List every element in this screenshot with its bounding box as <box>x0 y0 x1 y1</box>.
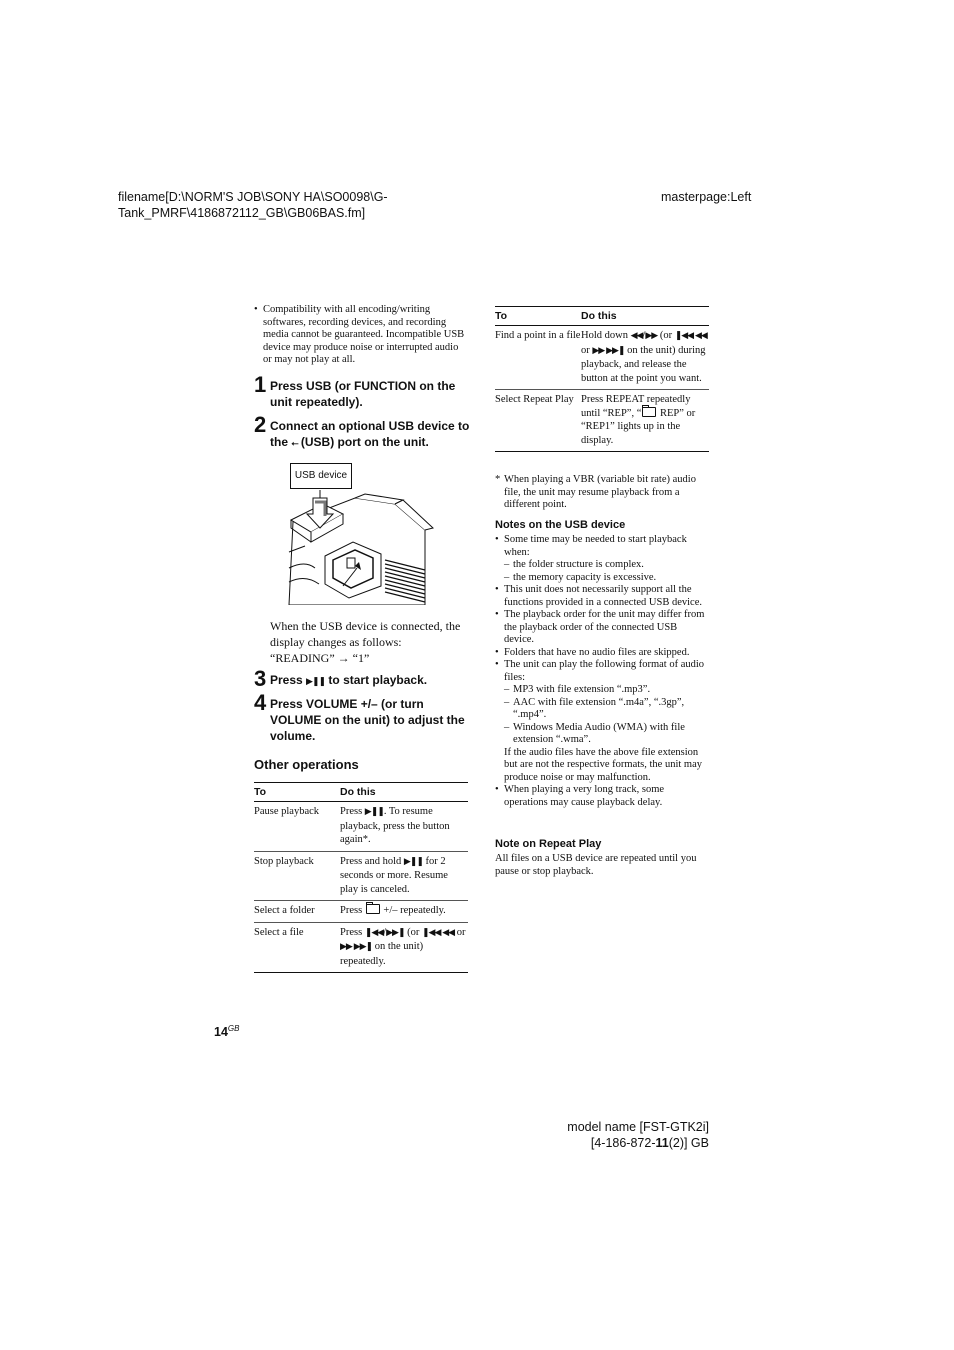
step-text-b: to start playback. <box>328 673 428 687</box>
connected-note-line: When the USB device is connected, the display changes as follows: <box>270 619 461 649</box>
connected-display-note <box>270 618 470 666</box>
step-number: 4 <box>254 690 267 715</box>
footnote-mark: * <box>495 474 501 485</box>
step-text <box>270 418 472 452</box>
usb-notes-heading: Notes on the USB device <box>495 519 626 531</box>
part-code: [4-186-872-11(2)] GB <box>590 1136 709 1150</box>
step-text-a: Press <box>270 673 303 687</box>
step-2 <box>254 412 472 452</box>
play-pause-icon: ▶❚❚ <box>364 807 384 817</box>
step-number: 1 <box>254 372 267 397</box>
step-number: 2 <box>254 412 267 437</box>
arrow-right-icon: → <box>337 651 350 665</box>
sub-item: – MP3 with file extension “.mp3”. <box>504 684 709 697</box>
unit-forward-next-icon: ▶▶ ▶▶❚ <box>340 942 373 952</box>
prev-track-icon: ❚◀◀ <box>364 927 384 938</box>
compatibility-note: • Compatibility with all encoding/writing softwares, recording devices, and recording media cannot be guaranteed. Incompatible USB device may produce noise or interrupted audio or may not play at all. <box>254 304 468 367</box>
row-do: Press and hold ▶❚❚ for 2 seconds or more. Resume play is canceled. <box>340 851 468 901</box>
list-item: • This unit does not necessarily support all the functions provided in a connected USB device. <box>495 584 709 609</box>
table-header-row <box>495 307 709 326</box>
row-do: Press +/– repeatedly. <box>340 901 468 923</box>
play-pause-icon: ▶❚❚ <box>403 856 423 867</box>
footer <box>520 1119 709 1151</box>
other-operations-heading: Other operations <box>254 757 359 772</box>
row-to: Stop playback <box>254 851 340 901</box>
usb-icon: ⭠ <box>291 439 298 449</box>
page-number <box>214 1024 239 1039</box>
display-seq-to: “1” <box>352 651 370 665</box>
step-text-a: Connect an optional USB device to the <box>270 419 470 449</box>
row-to: Select a file <box>254 922 340 973</box>
rewind-icon: ◀◀ <box>630 331 643 341</box>
row-do: Press ▶❚❚. To resume playback, press the button again*. <box>340 802 468 852</box>
step-text: Press USB (or FUNCTION on the unit repeatedly). <box>270 379 456 409</box>
repeat-note-section <box>495 838 709 878</box>
table-row <box>254 802 468 852</box>
step-3 <box>254 666 472 691</box>
step-number: 3 <box>254 666 267 691</box>
step-4 <box>254 690 472 744</box>
other-operations-table <box>254 782 468 973</box>
fast-forward-icon: ▶▶ <box>645 331 658 341</box>
table-header-row <box>254 783 468 802</box>
sub-item: – the folder structure is complex. <box>504 559 709 572</box>
row-to: Pause playback <box>254 802 340 852</box>
masterpage-label: masterpage:Left <box>661 190 752 204</box>
col-to-header: To <box>495 307 581 326</box>
col-do-header: Do this <box>340 783 468 802</box>
play-pause-icon: ▶❚❚ <box>306 677 326 687</box>
sub-item: – Windows Media Audio (WMA) with file extension “.wma”. <box>504 722 709 747</box>
step-1 <box>254 372 472 410</box>
col-do-header: Do this <box>581 307 709 326</box>
table-row <box>254 922 468 973</box>
repeat-note-text: All files on a USB device are repeated until you pause or stop playback. <box>495 853 697 877</box>
next-track-icon: ▶▶❚ <box>386 927 405 938</box>
page-number-suffix: GB <box>227 1024 240 1033</box>
list-item: • When playing a very long track, some operations may cause playback delay. <box>495 784 709 809</box>
sub-item: – AAC with file extension “.m4a”, “.3gp”, “.mp4”. <box>504 697 709 722</box>
model-name: model name [FST-GTK2i] <box>567 1120 709 1134</box>
unit-prev-rewind-icon: ❚◀◀ ◀◀ <box>422 927 455 938</box>
vbr-footnote <box>495 474 709 512</box>
filename-header <box>118 189 418 221</box>
list-item: • Folders that have no audio files are skipped. <box>495 647 709 660</box>
row-to: Find a point in a file <box>495 326 581 390</box>
format-warning: If the audio files have the above file extension but are not the respective formats, the unit may produce noise or may malfunction. <box>504 746 702 783</box>
step-text <box>270 672 472 690</box>
table-row <box>254 901 468 923</box>
row-to: Select a folder <box>254 901 340 923</box>
usb-connection-illustration <box>285 490 435 605</box>
unit-forward-next-icon: ▶▶ ▶▶❚ <box>592 345 625 356</box>
row-do: Press ❚◀◀/▶▶❚ (or ❚◀◀ ◀◀ or ▶▶ ▶▶❚ on the unit) repeatedly. <box>340 922 468 973</box>
usb-device-callout: USB device <box>290 463 352 489</box>
col-to-header: To <box>254 783 340 802</box>
list-item: • The unit can play the following format of audio files: – MP3 with file extension “.mp3”. – AAC with file extension “.m4a”, “.3gp”, “.mp4”. – Windows Media Audio (WMA) with file extension “.wma”. If the audio files have the above file extension but are not the respective formats, the unit may produce noise or may malfunction. <box>495 659 709 784</box>
table-row <box>254 851 468 901</box>
repeat-note-heading: Note on Repeat Play <box>495 838 602 850</box>
table-row <box>495 390 709 452</box>
row-do: Hold down ◀◀/▶▶ (or ❚◀◀ ◀◀ or ▶▶ ▶▶❚ on the unit) during playback, and release the button at the point you want. <box>581 326 709 390</box>
search-repeat-table <box>495 306 709 452</box>
page-number-value: 14 <box>214 1025 228 1040</box>
step-text: Press VOLUME +/– (or turn VOLUME on the unit) to adjust the volume. <box>270 697 465 743</box>
unit-prev-rewind-icon: ❚◀◀ ◀◀ <box>674 331 707 341</box>
folder-icon <box>642 407 656 417</box>
intro-bullet <box>254 304 468 367</box>
footnote-text: When playing a VBR (variable bit rate) audio file, the unit may resume playback from a different point. <box>504 474 696 510</box>
list-item: • The playback order for the unit may differ from the playback order of the connected USB device. <box>495 609 709 647</box>
filename-line-1: filename[D:\NORM'S JOB\SONY HA\SO0098\G- <box>118 190 388 204</box>
table-row <box>495 326 709 390</box>
step-text-b: (USB) port on the unit. <box>300 435 429 449</box>
list-item: • Some time may be needed to start playback when: – the folder structure is complex. – the memory capacity is excessive. <box>495 534 709 584</box>
usb-notes-section <box>495 519 709 809</box>
display-seq-from: “READING” <box>270 651 335 665</box>
row-do: Press REPEAT repeatedly until “REP”, “ REP” or “REP1” lights up in the display. <box>581 390 709 452</box>
filename-line-2: Tank_PMRF\4186872112_GB\GB06BAS.fm] <box>118 206 366 220</box>
folder-icon <box>366 904 380 914</box>
sub-item: – the memory capacity is excessive. <box>504 572 709 585</box>
row-to: Select Repeat Play <box>495 390 581 452</box>
